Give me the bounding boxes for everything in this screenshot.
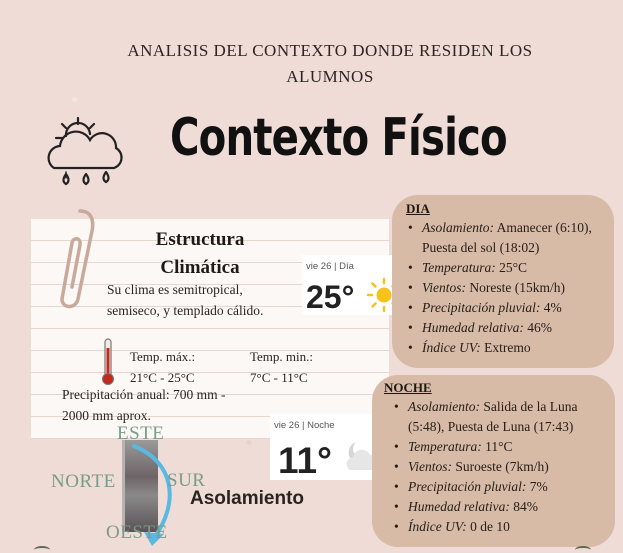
weather-widget-day: [302, 255, 406, 315]
night-panel: [372, 375, 615, 547]
page-title: Contexto Físico: [170, 108, 507, 168]
widget-night-header: vie 26 | Noche: [274, 420, 335, 431]
card-title: Estructura Climática: [155, 229, 245, 278]
night-panel-label: NOCHE: [384, 380, 432, 395]
paperclip-icon: [52, 203, 98, 313]
temp-min: Temp. min.: 7°C - 11°C: [250, 349, 314, 385]
list-item: • Humedad relativa: 84%: [394, 497, 612, 517]
list-item: • Vientos: Noreste (15km/h): [408, 278, 608, 298]
temp-max: Temp. máx.: 21°C - 25°C: [130, 349, 196, 385]
day-panel-label: DIA: [406, 201, 430, 216]
page-subtitle: ANALISIS DEL CONTEXTO DONDE RESIDEN LOS ALUMNOS: [127, 41, 533, 86]
widget-day-temp: 25°: [306, 279, 355, 315]
asolamiento-label: Asolamiento: [190, 488, 305, 509]
list-item: • Índice UV: 0 de 10: [394, 517, 612, 537]
list-item: • Asolamiento: Salida de la Luna (5:48), Puesta de Luna (17:43): [394, 397, 612, 437]
list-item: • Precipitación pluvial: 4%: [408, 298, 608, 318]
widget-night-temp: 11°: [278, 440, 332, 481]
climate-description: Su clima es semitropical, semiseco, y templado cálido.: [107, 282, 264, 318]
leaf-decoration-icon: [575, 546, 591, 553]
compass-este: ESTE: [117, 423, 165, 444]
widget-day-header: vie 26 | Día: [306, 261, 354, 272]
night-list: [394, 397, 612, 537]
list-item: • Índice UV: Extremo: [408, 338, 608, 358]
thermometer-icon: [101, 338, 115, 386]
weather-cloud-rain-icon: [36, 116, 128, 192]
list-item: • Vientos: Suroeste (7km/h): [394, 457, 612, 477]
list-item: • Temperatura: 25°C: [408, 258, 608, 278]
weather-widget-night: [270, 414, 386, 480]
day-panel: [392, 195, 614, 368]
list-item: • Asolamiento: Amanecer (6:10), Puesta del sol (18:02): [408, 218, 608, 258]
compass-norte: NORTE: [51, 471, 116, 492]
compass-sur: SUR: [167, 470, 206, 491]
list-item: • Humedad relativa: 46%: [408, 318, 608, 338]
list-item: • Precipitación pluvial: 7%: [394, 477, 612, 497]
annual-precipitation: Precipitación anual: 700 mm - 2000 mm aprox.: [62, 387, 226, 423]
compass-oeste: OESTE: [106, 522, 168, 543]
day-list: [408, 218, 608, 358]
leaf-decoration-icon: [34, 546, 50, 553]
list-item: • Temperatura: 11°C: [394, 437, 612, 457]
